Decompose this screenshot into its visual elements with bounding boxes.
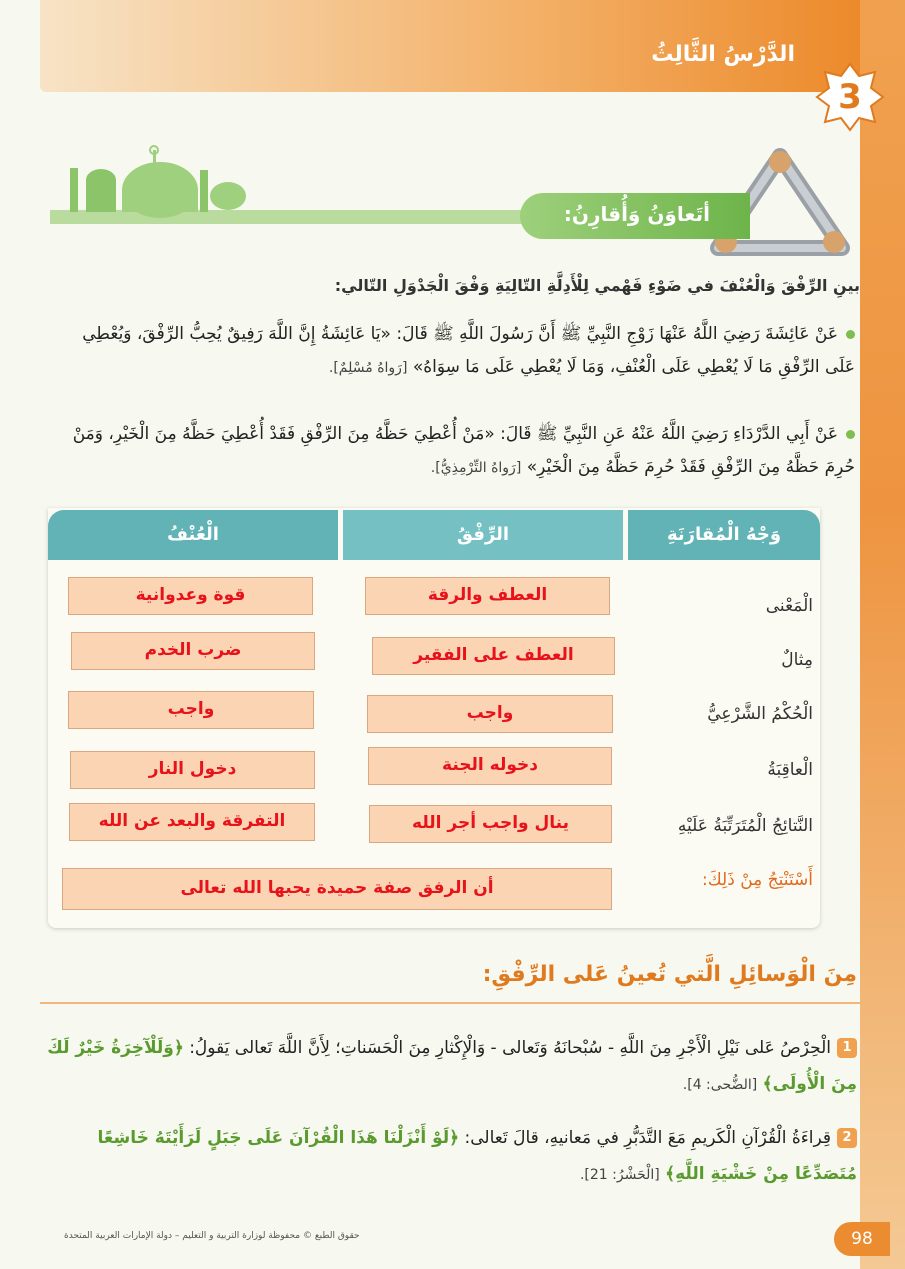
row-label-results: النَّتائِجُ الْمُتَرَتِّبَةُ عَلَيْهِ (677, 816, 813, 836)
lesson-number: 3 (838, 77, 862, 117)
conclude-label: أَسْتَنْتِجُ مِنْ ذَلِكَ: (702, 870, 813, 890)
answer-gentleness-ruling[interactable]: واجب (367, 695, 613, 733)
header-gentleness: الرِّفْقُ (343, 510, 623, 560)
lesson-title: الدَّرْسُ الثَّالِثُ (651, 42, 795, 67)
copyright-footer: حقوق الطبع © محفوظة لوزارة التربية و التعليم – دولة الإمارات العربية المتحدة (64, 1231, 360, 1241)
collaborate-compare-label: أتَعاوَنُ وَأُقارِنُ: (563, 202, 710, 226)
side-decoration-strip (860, 0, 905, 1269)
collaborate-compare-banner (520, 193, 750, 239)
hadith-1-source: [رَواهُ مُسْلِمٌ]. (328, 360, 408, 376)
means-item-1 (37, 1030, 857, 1103)
row-label-ruling: الْحُكْمُ الشَّرْعِيُّ (707, 704, 813, 724)
activity-instruction: بينِ الرِّفْقَ وَالْعُنْفَ في ضَوْءِ فَهْمي لِلْأَدِلَّةِ التّالِيَةِ وَفْقَ الْجَدْوَلِ التّالي: (334, 276, 860, 295)
means-section-title: مِنَ الْوَسائِلِ الَّتي تُعينُ عَلى الرِّفْقِ: (482, 962, 857, 987)
answer-violence-example[interactable]: ضرب الخدم (71, 632, 315, 670)
quran-verse-2: ﴿لَوْ أَنْزَلْنَا هَذَا الْقُرْآنَ عَلَى جَبَلٍ لَرَأَيْتَهُ خَاشِعًا مُتَصَدِّعًا مِنْ خَشْيَةِ اللَّهِ﴾ (97, 1128, 857, 1184)
row-label-example: مِثالٌ (781, 650, 813, 670)
answer-violence-meaning[interactable]: قوة وعدوانية (68, 577, 313, 615)
hadith-2 (50, 418, 855, 485)
answer-violence-ruling[interactable]: واجب (68, 691, 314, 729)
verse-2-source: [الْحَشْرُ: 21]. (579, 1167, 660, 1183)
quran-verse-1: ﴿وَلَلْآخِرَةُ خَيْرٌ لَكَ مِنَ الْأُولَى﴾ (47, 1038, 857, 1094)
means-item-2-text: قِراءَةُ الْقُرْآنِ الْكَريمِ مَعَ التَّدَبُّرِ في مَعانيهِ، قالَ تَعالى: (464, 1128, 831, 1148)
means-item-2 (37, 1120, 857, 1193)
answer-violence-results[interactable]: التفرقة والبعد عن الله (69, 803, 315, 841)
row-label-consequence: الْعاقِبَةُ (767, 760, 813, 780)
section-divider (40, 1002, 860, 1004)
hadith-2-source: [رَواهُ التِّرْمِذِيُّ]. (430, 460, 522, 476)
hadith-2-text: عَنْ أَبِي الدَّرْدَاءِ رَضِيَ اللَّهُ عَنْهُ عَنِ النَّبِيِّ ﷺ قَالَ: «مَنْ أُعْطِيَ حَظَّهُ مِنَ الرِّفْقِ فَقَدْ أُعْطِيَ حَظَّهُ مِنَ الْخَيْرِ، وَمَنْ حُرِمَ حَظَّهُ مِنَ الرِّفْقِ فَقَدْ حُرِمَ حَظَّهُ مِنَ الْخَيْرِ» (72, 424, 855, 477)
header-violence: الْعُنْفُ (48, 510, 338, 560)
answer-conclusion[interactable]: أن الرفق صفة حميدة يحبها الله تعالى (62, 868, 612, 910)
header-aspect: وَجْهُ الْمُقارَنَةِ (628, 510, 820, 560)
means-item-1-text: الْحِرْصُ عَلى نَيْلِ الْأَجْرِ مِنَ اللَّهِ - سُبْحانَهُ وَتَعالى - وَالْإِكْثارِ مِنَ الْحَسَناتِ؛ لِأَنَّ اللَّهَ تَعالى يَقولُ: (189, 1038, 831, 1058)
verse-1-source: [الضُّحى: 4]. (682, 1077, 758, 1093)
answer-violence-consequence[interactable]: دخول النار (70, 751, 315, 789)
answer-gentleness-results[interactable]: ينال واجب أجر الله (369, 805, 612, 843)
answer-gentleness-meaning[interactable]: العطف والرقة (365, 577, 610, 615)
answer-gentleness-example[interactable]: العطف على الفقير (372, 637, 615, 675)
item-number-1: 1 (837, 1038, 857, 1058)
bullet-icon (846, 330, 855, 339)
hadith-1-text: عَنْ عَائِشَةَ رَضِيَ اللَّهُ عَنْهَا زَوْجِ النَّبِيِّ ﷺ أَنَّ رَسُولَ اللَّهِ ﷺ قَالَ: «يَا عَائِشَةُ إِنَّ اللَّهَ رَفِيقٌ يُحِبُّ الرِّفْقَ، وَيُعْطِي عَلَى الرِّفْقِ مَا لَا يُعْطِي عَلَى الْعُنْفِ، وَمَا لَا يُعْطِي عَلَى مَا سِوَاهُ» (82, 324, 855, 377)
answer-gentleness-consequence[interactable]: دخوله الجنة (368, 747, 612, 785)
page-number: 98 (834, 1222, 890, 1256)
bullet-icon (846, 430, 855, 439)
hadith-1 (50, 318, 855, 385)
item-number-2: 2 (837, 1128, 857, 1148)
row-label-meaning: الْمَعْنى (765, 596, 813, 616)
lesson-number-badge (815, 62, 885, 132)
